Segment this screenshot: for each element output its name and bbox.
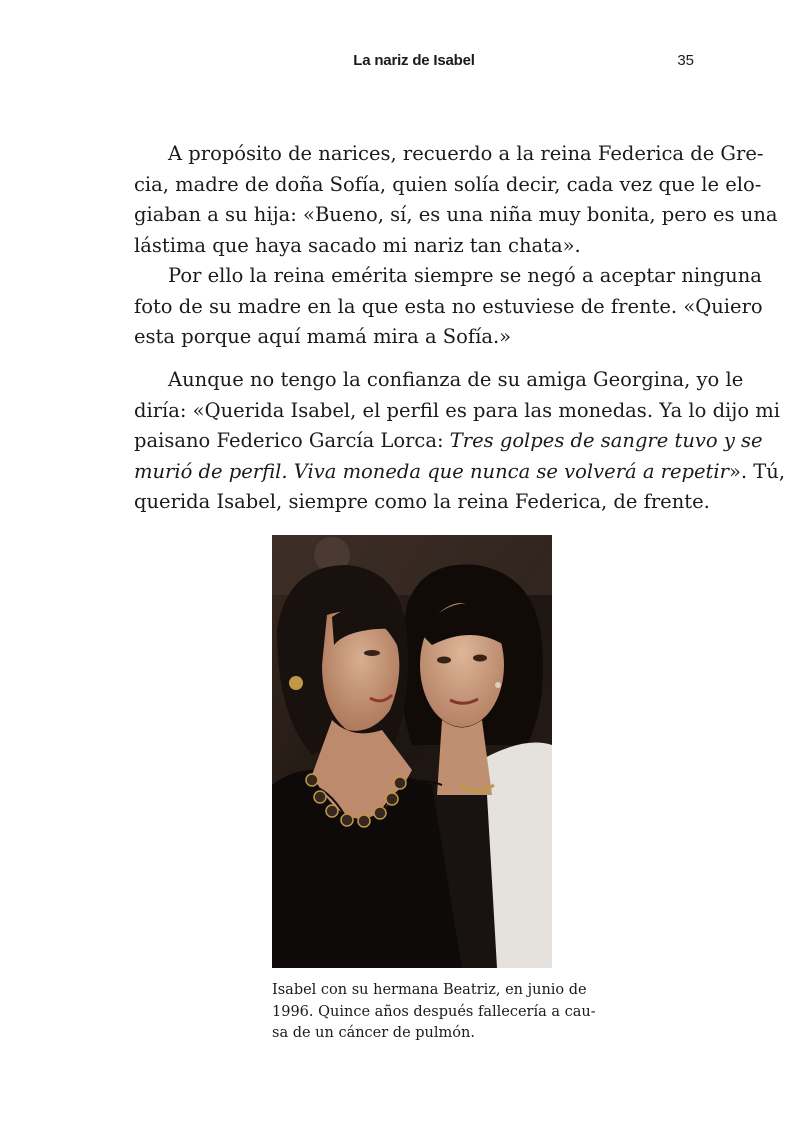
running-head bbox=[134, 50, 694, 72]
caption-line: Isabel con su hermana Beatriz, en junio de bbox=[272, 982, 587, 998]
text-line: diría: «Querida Isabel, el perfil es para las monedas. Ya lo dijo mi bbox=[134, 398, 781, 422]
caption-line: 1996. Quince años después fallecería a cau- bbox=[272, 1003, 596, 1020]
text-run: paisano Federico García Lorca: bbox=[134, 429, 450, 452]
caption-line: sa de un cáncer de pulmón. bbox=[272, 1025, 475, 1041]
text-line: Por ello la reina emérita siempre se negó a aceptar ninguna bbox=[168, 264, 762, 287]
text-line: foto de su madre en la que esta no estuviese de frente. «Quiero bbox=[134, 294, 763, 318]
photo-caption bbox=[272, 980, 596, 1045]
italic-quote: murió de perfil. Viva moneda que nunca se volverá a repetir bbox=[134, 459, 729, 483]
text-block-2 bbox=[134, 365, 786, 518]
text-line: lástima que haya sacado mi nariz tan chata». bbox=[134, 233, 581, 257]
text-run: ». Tú, bbox=[728, 459, 786, 483]
page-number: 35 bbox=[677, 52, 694, 69]
text-line: cia, madre de doña Sofía, quien solía decir, cada vez que le elo- bbox=[134, 172, 762, 196]
running-title: La nariz de Isabel bbox=[353, 52, 475, 69]
italic-quote: Tres golpes de sangre tuvo y se bbox=[449, 429, 763, 452]
photo-isabel-beatriz bbox=[272, 535, 552, 968]
photo-illustration bbox=[272, 535, 552, 968]
text-line: querida Isabel, siempre como la reina Federica, de frente. bbox=[134, 490, 710, 513]
text-line-mixed bbox=[134, 426, 763, 457]
paragraph-2 bbox=[134, 261, 763, 353]
text-line: giaban a su hija: «Bueno, sí, es una niña muy bonita, pero es una bbox=[134, 203, 778, 226]
paragraph-3 bbox=[134, 365, 786, 518]
text-line: Aunque no tengo la confianza de su amiga Georgina, yo le bbox=[168, 368, 744, 391]
paragraph-1 bbox=[134, 139, 778, 261]
text-line-mixed bbox=[134, 457, 786, 488]
text-block-1 bbox=[134, 139, 778, 353]
text-line: esta porque aquí mamá mira a Sofía.» bbox=[134, 325, 512, 348]
text-line: A propósito de narices, recuerdo a la reina Federica de Gre- bbox=[168, 142, 764, 165]
